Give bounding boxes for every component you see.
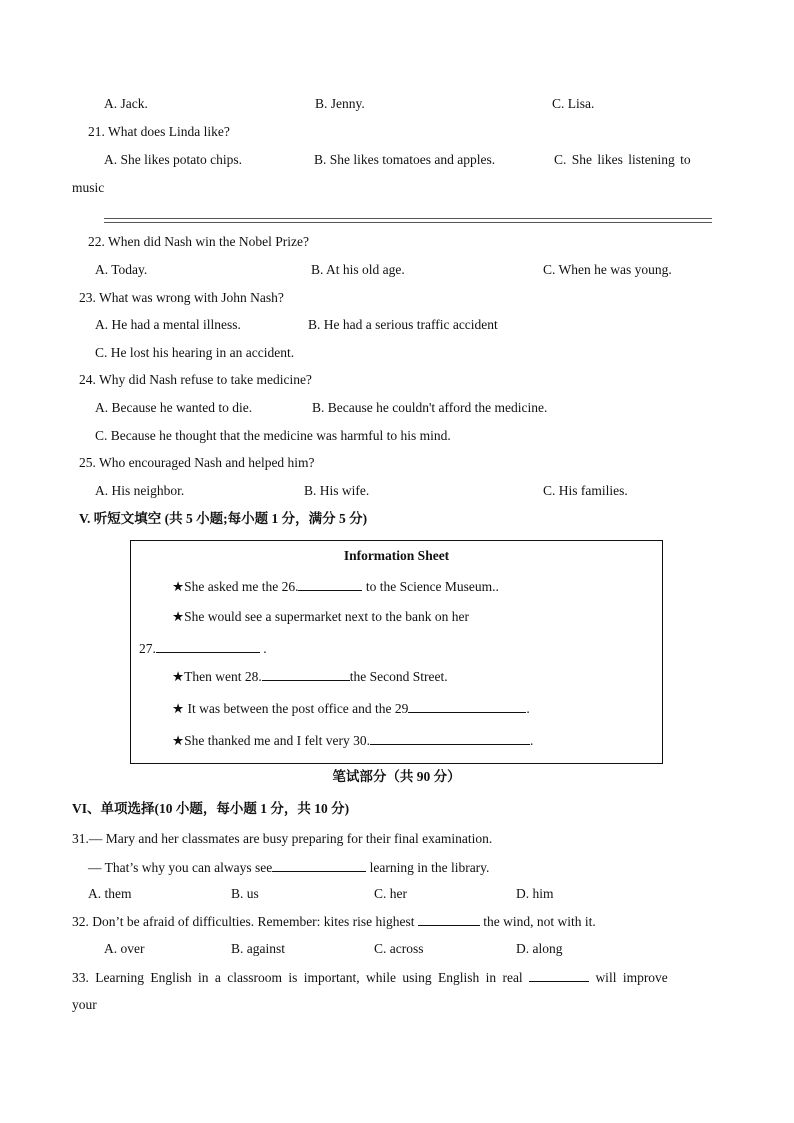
blank-27[interactable] bbox=[156, 639, 260, 653]
blank-33[interactable] bbox=[529, 968, 589, 982]
q32-option-a: A. over bbox=[104, 941, 145, 956]
sheet-line-27-part2 bbox=[139, 639, 267, 658]
q21-stem: 21. What does Linda like? bbox=[88, 124, 230, 139]
q25-option-c: C. His families. bbox=[543, 483, 628, 498]
q31-line2-text: — That’s why you can always see bbox=[88, 860, 273, 875]
q33-stem-rest: will improve bbox=[595, 970, 668, 985]
q25-stem: 25. Who encouraged Nash and helped him? bbox=[79, 455, 315, 470]
q31-option-d: D. him bbox=[516, 886, 554, 901]
q23-stem: 23. What was wrong with John Nash? bbox=[79, 290, 284, 305]
sheet-line-30-end: . bbox=[530, 733, 534, 748]
separator-line bbox=[104, 218, 712, 223]
q22-option-b: B. At his old age. bbox=[311, 262, 405, 277]
q23-option-b: B. He had a serious traffic accident bbox=[308, 317, 498, 332]
blank-32[interactable] bbox=[418, 912, 480, 926]
q31-line2 bbox=[88, 858, 489, 877]
q21-option-c-continuation: music bbox=[72, 180, 105, 195]
q21-option-b: B. She likes tomatoes and apples. bbox=[314, 152, 496, 167]
q31-line2-rest: learning in the library. bbox=[369, 860, 490, 875]
q22-option-a: A. Today. bbox=[95, 262, 148, 277]
q33-stem-text: 33. Learning English in a classroom is important, while using English in real bbox=[72, 970, 523, 985]
q25-option-a: A. His neighbor. bbox=[95, 483, 185, 498]
q24-option-b: B. Because he couldn't afford the medicine. bbox=[312, 400, 548, 415]
q22-option-c: C. When he was young. bbox=[543, 262, 672, 277]
sheet-line-26-rest: to the Science Museum.. bbox=[365, 579, 499, 594]
q23-option-c: C. He lost his hearing in an accident. bbox=[95, 345, 295, 360]
q22-stem: 22. When did Nash win the Nobel Prize? bbox=[88, 234, 309, 249]
q20-option-c: C. Lisa. bbox=[552, 96, 595, 111]
sheet-line-27-number: 27. bbox=[139, 641, 156, 656]
q32-stem-rest: the wind, not with it. bbox=[483, 914, 596, 929]
sheet-line-28-rest: the Second Street. bbox=[349, 669, 448, 684]
sheet-line-27-end: . bbox=[263, 641, 267, 656]
q31-option-b: B. us bbox=[231, 886, 259, 901]
q24-option-a: A. Because he wanted to die. bbox=[95, 400, 253, 415]
q32-stem bbox=[72, 912, 596, 931]
blank-31[interactable] bbox=[272, 858, 366, 872]
sheet-line-26-text: ★She asked me the 26. bbox=[172, 579, 299, 594]
q23-option-a: A. He had a mental illness. bbox=[95, 317, 241, 332]
blank-28[interactable] bbox=[262, 667, 350, 681]
q20-option-a: A. Jack. bbox=[104, 96, 148, 111]
q24-option-c: C. Because he thought that the medicine was harmful to his mind. bbox=[95, 428, 451, 443]
sheet-line-29-end: . bbox=[526, 701, 530, 716]
q31-option-a: A. them bbox=[88, 886, 132, 901]
sheet-line-26 bbox=[172, 577, 499, 596]
blank-30[interactable] bbox=[370, 731, 530, 745]
q31-option-c: C. her bbox=[374, 886, 407, 901]
information-sheet-title: Information Sheet bbox=[343, 548, 450, 563]
q31-stem: 31.— Mary and her classmates are busy preparing for their final examination. bbox=[72, 831, 493, 846]
written-part-title: 笔试部分（共 90 分） bbox=[332, 769, 461, 784]
sheet-line-30-text: ★She thanked me and I felt very 30. bbox=[172, 733, 371, 748]
blank-29[interactable] bbox=[408, 699, 526, 713]
sheet-line-27-part1: ★She would see a supermarket next to the bank on her bbox=[172, 609, 470, 624]
blank-26[interactable] bbox=[298, 577, 362, 591]
q25-option-b: B. His wife. bbox=[304, 483, 370, 498]
q24-stem: 24. Why did Nash refuse to take medicine? bbox=[79, 372, 312, 387]
q33-stem bbox=[72, 968, 668, 987]
q20-option-b: B. Jenny. bbox=[315, 96, 365, 111]
section-5-title: V. 听短文填空 (共 5 小题;每小题 1 分，满分 5 分) bbox=[79, 511, 368, 526]
q32-option-b: B. against bbox=[231, 941, 285, 956]
sheet-line-28 bbox=[172, 667, 448, 686]
sheet-line-29-text: ★ It was between the post office and the 29 bbox=[172, 701, 409, 716]
sheet-line-30 bbox=[172, 731, 533, 750]
q32-option-c: C. across bbox=[374, 941, 424, 956]
section-6-title: VI、单项选择(10 小题，每小题 1 分，共 10 分) bbox=[72, 801, 350, 816]
q32-option-d: D. along bbox=[516, 941, 563, 956]
q32-stem-text: 32. Don’t be afraid of difficulties. Remember: kites rise highest bbox=[72, 914, 415, 929]
sheet-line-29 bbox=[172, 699, 530, 718]
q21-option-c: C. She likes listening to bbox=[554, 152, 691, 167]
sheet-line-28-text: ★Then went 28. bbox=[172, 669, 262, 684]
q21-option-a: A. She likes potato chips. bbox=[104, 152, 242, 167]
q33-continuation: your bbox=[72, 997, 97, 1012]
